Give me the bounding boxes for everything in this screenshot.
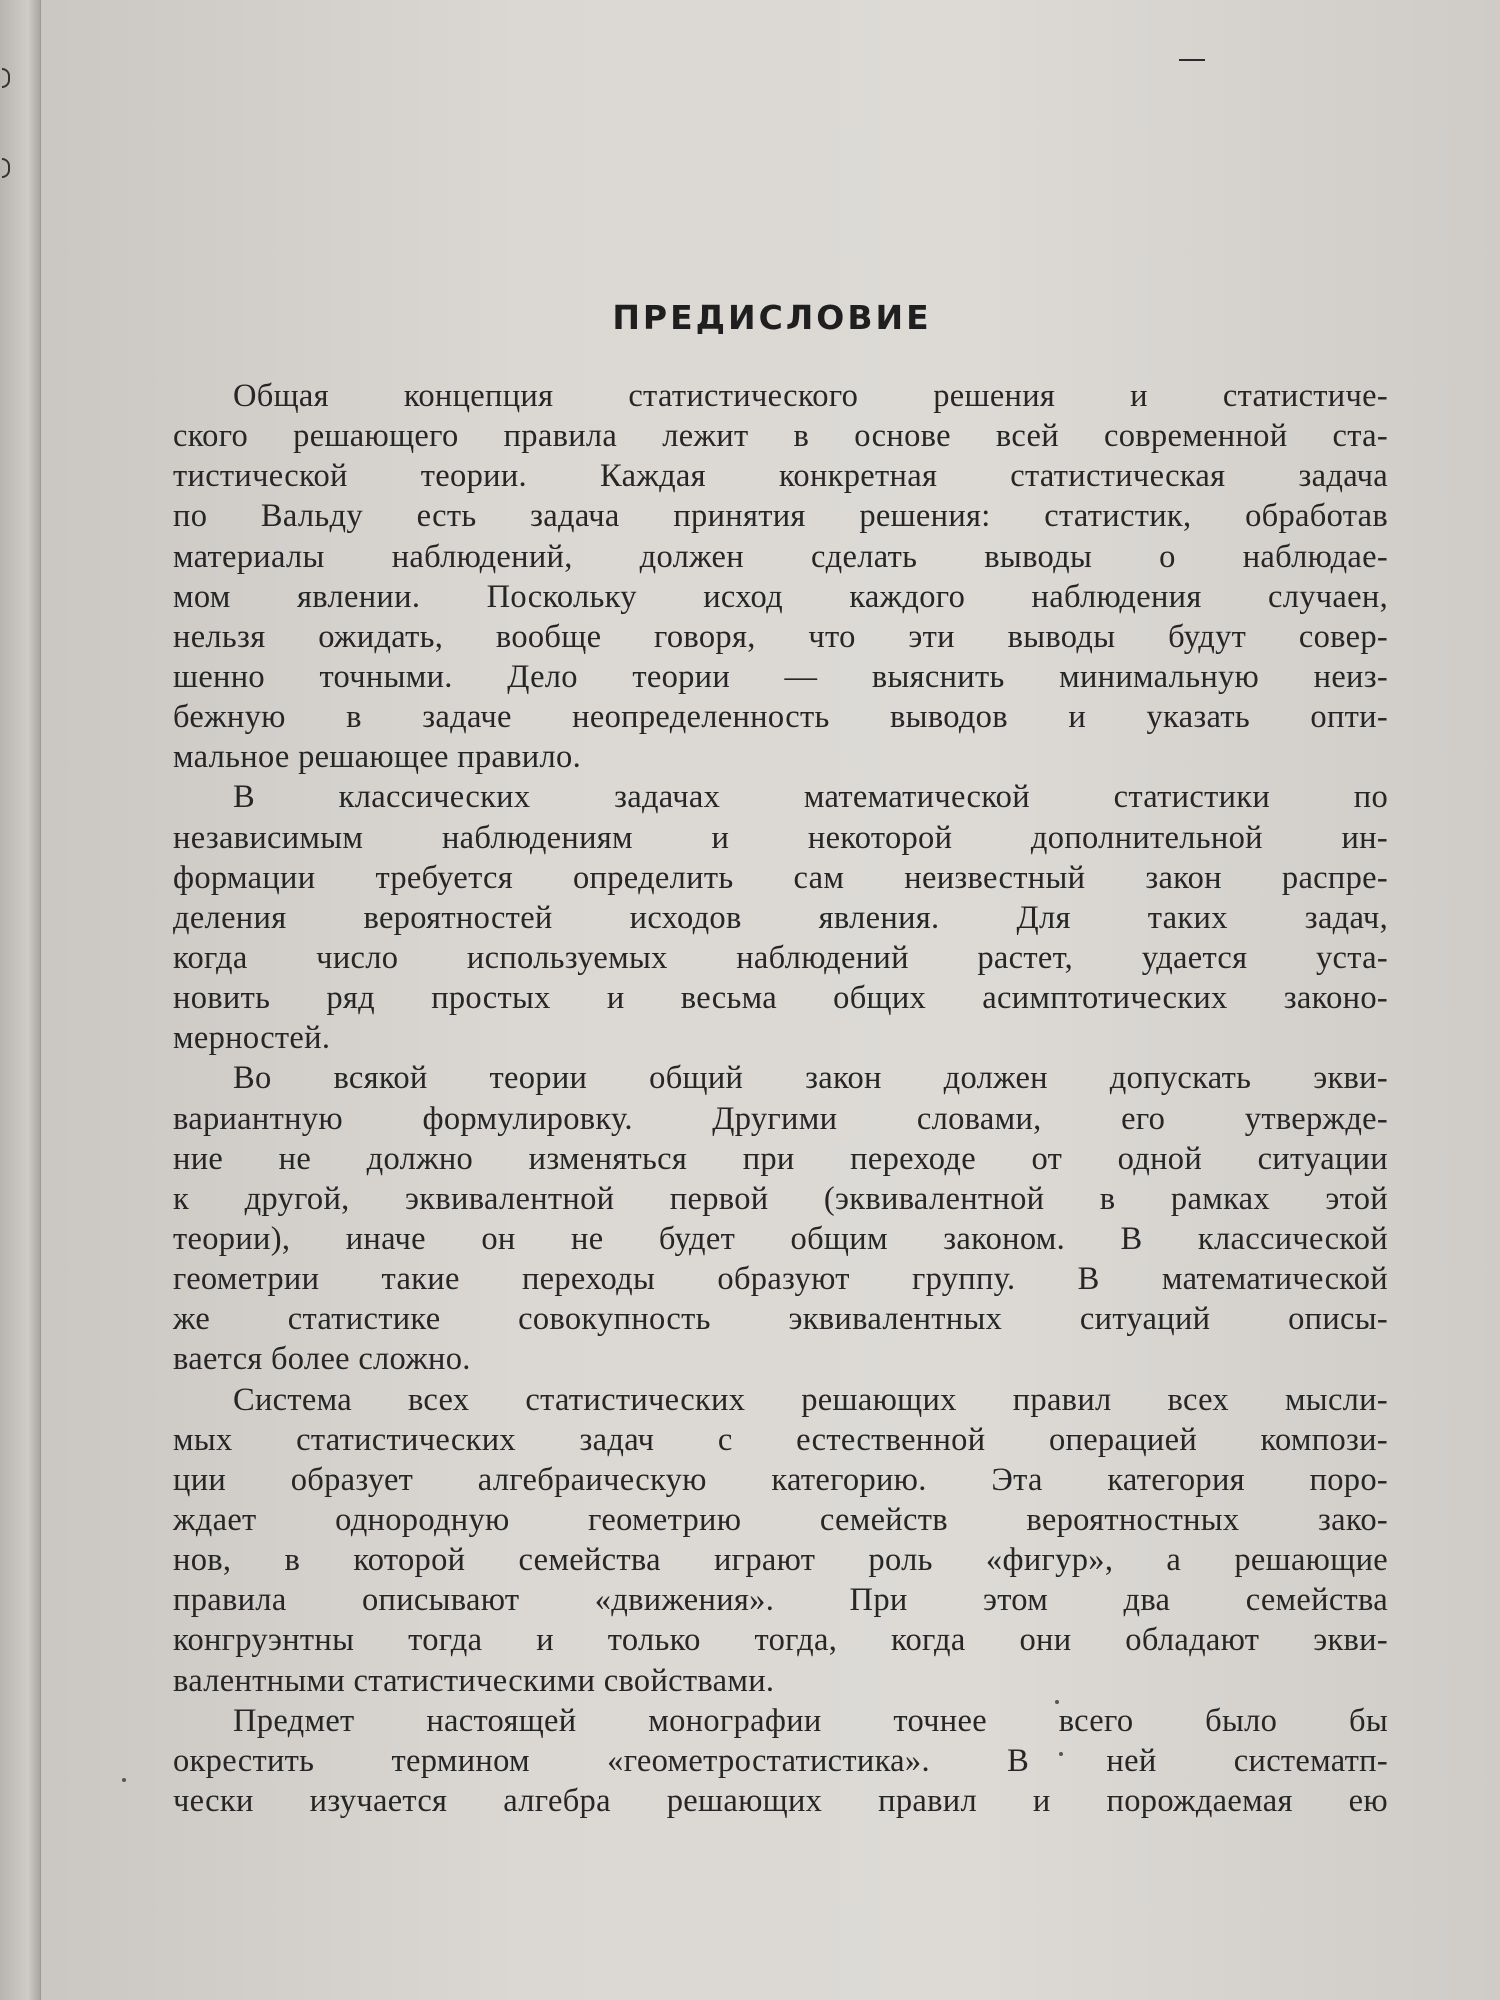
text-line: формации требуется определить сам неизвестный закон распре- [173, 859, 1388, 896]
text-line: ние не должно изменяться при переходе от одной ситуации [173, 1140, 1388, 1177]
text-line: вариантную формулировку. Другими словами, его утвержде- [173, 1100, 1388, 1137]
text-line: новить ряд простых и весьма общих асимптотических законо- [173, 980, 1388, 1017]
text-line: мальное решающее правило. [173, 739, 581, 776]
text-line: теории), иначе он не будет общим законом. В классической [173, 1220, 1388, 1257]
text-line: В классических задачах математической статистики по [233, 779, 1388, 816]
text-line: чески изучается алгебра решающих правил и порождаемая ею [173, 1782, 1388, 1819]
text-line: материалы наблюдений, должен сделать выводы о наблюдае- [173, 538, 1388, 575]
body-text [173, 376, 1388, 1821]
text-line: к другой, эквивалентной первой (эквивалентной в рамках этой [173, 1180, 1388, 1217]
text-line: ждает однородную геометрию семейств вероятностных зако- [173, 1501, 1388, 1538]
ink-speck [122, 1778, 126, 1782]
text-line: окрестить термином «геометростатистика». В ней систематп- [173, 1742, 1388, 1779]
text-line: мерностей. [173, 1020, 331, 1057]
page-title: ПРЕДИСЛОВИЕ [612, 298, 932, 337]
text-line: бежную в задаче неопределенность выводов и указать опти- [173, 699, 1388, 736]
text-line: независимым наблюдениям и некоторой дополнительной ин- [173, 819, 1388, 856]
text-line: Во всякой теории общий закон должен допускать экви- [233, 1060, 1388, 1097]
text-line: мых статистических задач с естественной операцией компози- [173, 1421, 1388, 1458]
text-line: Система всех статистических решающих правил всех мысли- [233, 1381, 1388, 1418]
text-line: правила описывают «движения». При этом два семейства [173, 1582, 1388, 1619]
text-line: валентными статистическими свойствами. [173, 1662, 775, 1699]
text-line: нельзя ожидать, вообще говоря, что эти выводы будут совер- [173, 618, 1388, 655]
text-line: конгруэнтны тогда и только тогда, когда они обладают экви- [173, 1622, 1388, 1659]
text-line: деления вероятностей исходов явления. Для таких задач, [173, 899, 1388, 936]
previous-page-edge [0, 0, 41, 2000]
bleed-through-mark [2, 68, 10, 88]
text-line: Общая концепция статистического решения и статистиче- [233, 378, 1388, 414]
page [40, 0, 1500, 2000]
text-line: нов, в которой семейства играют роль «фигур», а решающие [173, 1542, 1388, 1579]
top-mark [1179, 59, 1205, 61]
text-line: ции образует алгебраическую категорию. Эта категория поро- [173, 1461, 1388, 1498]
bleed-through-mark [2, 158, 10, 178]
text-line: же статистике совокупность эквивалентных ситуаций описы- [173, 1301, 1388, 1338]
text-line: тистической теории. Каждая конкретная статистическая задача [173, 458, 1388, 495]
text-line: вается более сложно. [173, 1341, 471, 1378]
text-line: геометрии такие переходы образуют группу. В математической [173, 1261, 1388, 1298]
text-line: мом явлении. Поскольку исход каждого наблюдения случаен, [173, 578, 1388, 615]
text-line: ского решающего правила лежит в основе всей современной ста- [173, 418, 1388, 455]
text-line: когда число используемых наблюдений растет, удается уста- [173, 939, 1388, 976]
text-line: шенно точными. Дело теории — выяснить минимальную неиз- [173, 658, 1388, 695]
text-line: по Вальду есть задача принятия решения: статистик, обработав [173, 498, 1388, 535]
text-line: Предмет настоящей монографии точнее всего было бы [233, 1702, 1388, 1739]
